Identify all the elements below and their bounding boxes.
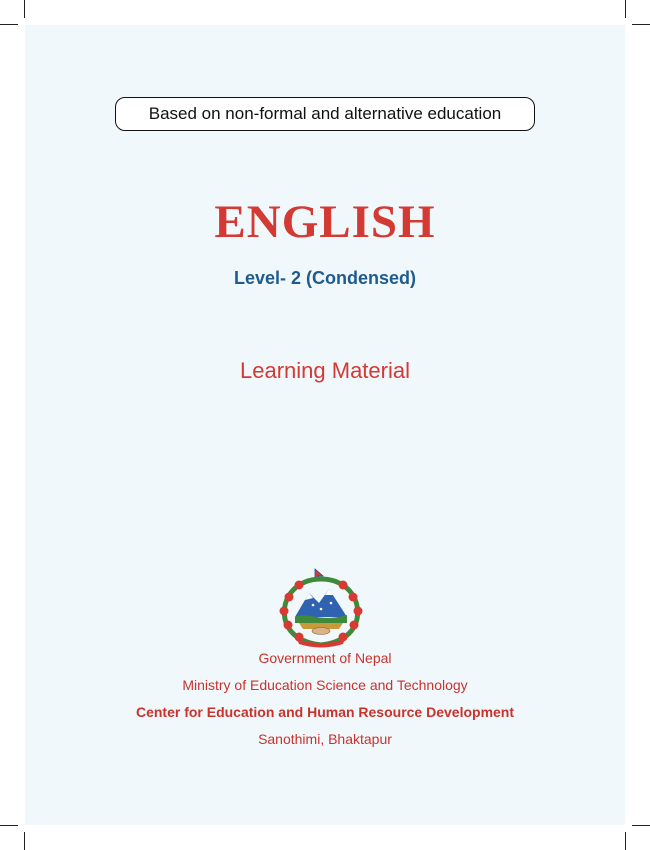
material-label: Learning Material [240,358,410,383]
education-type-banner: Based on non-formal and alternative education [115,97,535,131]
crop-mark-bottom-right-horizontal [632,825,650,826]
crop-mark-top-right-vertical [625,0,626,18]
government-name: Government of Nepal [258,650,392,666]
crop-mark-top-left-vertical [24,0,25,18]
crop-mark-top-right-horizontal [632,24,650,25]
crop-mark-bottom-left-horizontal [0,825,18,826]
ministry-name: Ministry of Education Science and Technology [182,677,468,693]
level-subtitle: Level- 2 (Condensed) [233,268,417,288]
crop-mark-top-left-horizontal [0,24,18,25]
crop-mark-bottom-left-vertical [24,832,25,850]
book-title: ENGLISH [214,196,436,248]
publisher-address: Sanothimi, Bhaktapur [258,731,392,747]
crop-mark-bottom-right-vertical [625,832,626,850]
center-name: Center for Education and Human Resource Development [135,704,515,720]
nepal-government-emblem-icon [275,567,367,649]
cover-panel [25,25,625,825]
